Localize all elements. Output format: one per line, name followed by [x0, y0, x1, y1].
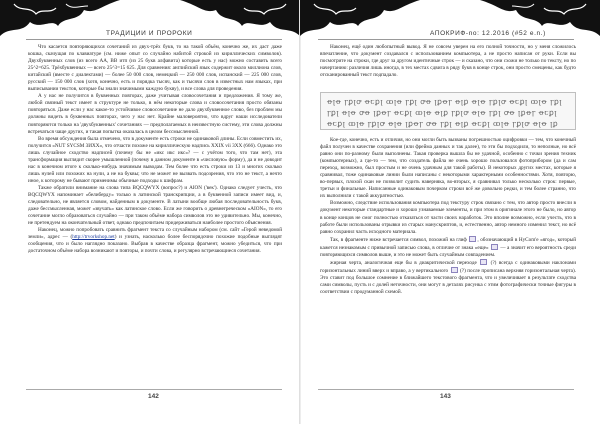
paragraph: Наконец, можно попробовать сравнить фрагмент текста со случайным набором (см. сайт «Герой неведомой земли», адрес — (http://trvorkshop.net) и узнать, насколько более беспорядочно похожие подобные выглядят сообщения, что и было наглядно показано. Выбрав в качестве образца фрагмент, можно убедиться, что при достаточном объёме набора возникают и повторы, и почти слова, и регулярно встречающиеся сочетания.: [28, 227, 282, 255]
header-rule: [26, 39, 282, 40]
body-text: [28, 44, 282, 378]
page-number: 143: [440, 393, 451, 400]
manuscript-scan-image: [320, 92, 576, 130]
corner-ornament-icon: [180, 0, 300, 40]
paragraph: Что касается повторяющихся сочетаний из двух-трёх букв, то на такой объём, конечно же, их даст даже кошка, скачущая по клавиатуре (см. ниже опыт со случайно набитой строкой из кириллических символов). Двухбуквенных слов (из всего АА, BB итп (из 25 букв алфавита) которые есть у нас) можно составить всего 25^2=625. Трёхбуквенных — всего 25^3=15 625. Для сравнения: английский язык содержит около миллиона слов, китайский (вместе с диалектами) — более 50 000 слов, немецкий — 250 000 слов, испанский — 225 000 слов, русский — 150 000 слов (хотя, конечно, есть и порядка тысяч, как и тысячи слов в известных нам языках, при выписывании текстов, которые бы знали значимыми каждую букву), и все слова для проведения.: [28, 44, 282, 93]
web-link[interactable]: http://trvorkshop.net: [72, 234, 115, 241]
manuscript-line: ꞅꝑꞁ ꝋꞁꝋ ꝍꝋ ꞁꝑꝋꞅ ꝋꞇꝑꞁ ꝏꞁꝋ ꝋꞁꝑ ꞅꝑꞁꝍ ꝋꞁꝋ ꞅꝑꞁ ꝍꝋ ꞁꝑꝋꞅ ꝋꞇꝑꞁ: [327, 108, 558, 117]
glyph-thumbnail-icon: [491, 244, 498, 250]
glyph-thumbnail-icon: [469, 236, 476, 242]
paragraph: Возможно, следствие использования компьютера под текстуру строк связано с тем, что автор просто внесли в документ некоторые стандартные и хорошо узнаваемые элементы, и при этом в оригинале этого не было, но автор в конце концов не смог полностью отказаться от части своих наработок. Это вполне возможно, если учесть, что в работе были использованы отрывки из старых манускриптов, и, естественно, автор немного изменил текст, но всё равно сохранил часть исходного материала.: [320, 200, 576, 235]
right-page: [300, 0, 600, 424]
manuscript-line: ꝋꞇꝑꞁ ꝏꞁꝋ ꞅꝑꞁꝍ ꝋꞁꝋ ꞁꝑꝋꞅ ꝍꝋ ꞅꝑꞁ ꝋꞁꝑ ꝋꞇꝑꞁ ꝏꞁꝋ ꞅꝑꞁꝍ ꝋꞁꝋ ꞁꝑ: [327, 119, 559, 128]
paragraph: А у нас не получится в буквенных повторах, даже учитывая словосочетания и предложения. Я тому же, любой связный текст имеет в структуре не только, в нём некоторые слова и словосочетания просто обязаны повторяться. Даже если у нас какое-то устойчивое словосочетание не дало двухбуквенное слово, без проблем мы должны видеть в буквенных повторах, чего у нас нет. Крайне маловероятно, что вдруг наши исследователи повторяются только на 'двухбуквенных' сочетаниях — предполагаемых в неизвестную систему, эти слова должны встречаться чаще других, и такая попытка оказалась в целом бессмысленной.: [28, 93, 282, 135]
footer-rule: [26, 389, 282, 390]
paragraph: Так, в фрагменте ниже встречается символ, похожий на глиф , обозначающий в HyCom'e «ягод», который кажется незнакомым с привычной записью слова, в отличие от знака «еще» — а значит его вероятность среди повторяющихся символов выше, и это не может быть случайным совпадением.: [320, 236, 576, 258]
body-text-bottom: [320, 137, 576, 379]
corner-ornament-icon: [0, 0, 120, 40]
corner-ornament-icon: [300, 0, 420, 40]
footer-rule: [318, 389, 574, 390]
paragraph: Также обратили внимание на слова типа BQCQWYX (вопрос?) и AION ('век'). Однако следует учесть, что BQCQWYX напоминает «белиберду» только в латинской транскрипции, а в буквенной записи имеет вид, и, следовательно, не является словом, найденным в документе. В латыни вообще любая последовательность букв, даже бессмысленная, может «звучать» как латинское слово. Если же говорить о древнегреческом «AION», то его сочетание могло образоваться случайно — при таком объёме набора символов это не удивительно. Мы, конечно, не претендуем на окончательный ответ, однако предпочитаем придерживаться наиболее простого объяснения.: [28, 184, 282, 227]
body-text-top: [320, 44, 576, 86]
paragraph: Во время обсуждения была отмечено, что в документе есть строки не одинаковой длины. Если совместить их, получится «NUT SYCSM 3ИXX», что отчасти похоже на кириллическую надпись XXIX vii 3XX (666). Однако это лишь случайное сходство надписей (почему бы не «икс икс икс»? — с учётом того, что там нет), эта трансформация выглядит скорее умышленной (почему в данном документе в «числовую» форму), да и не доводит нас в конечном итоге к сколько-нибудь значимым выводам. Тем более что есть строки из 13 и многих сколько лишь нулей или похожих на нули, а не на буквы; что не может не вызвать подозрения, что это не текст, а нечто иное, к которому не бывают применимы обычные подходы к шифрам.: [28, 135, 282, 184]
paragraph: Наконец, ещё один любопытный вывод. Я не совсем уверен на его полной точности, но у меня сложилось впечатление, что документ создавался с использованием компьютера, а не просто написан от руки. Если вы посмотрите на строки, где друг за другом идентичные строк — и сказано, что они схожи не только по тексту, но по начертанию: различия лишь иногда, в тех местах сдвига в ряду букв в конце строк, они просто смещены, как будто отсканированный текст подпадало.: [320, 44, 576, 79]
page-number: 142: [148, 393, 159, 400]
paragraph: жирная черта, аналогичная еще бы в диакритической переходе (?) всегда с одинаковыми наклонами горизонтальных линий вверх и вправо, а у вертикального (?) после прописана верхняя горизонтальная черта). Это ставит под большое сомнение в ближайшего текстового фрагмента, что и увеличивает в результате сходства сами символы, пусть и с долей неточности, они могут в деталях рисунка с этим фотографически точные фигуры в соответствии с продуманной схемой.: [320, 259, 576, 295]
running-head: ТРАДИЦИИ И ПРОРОКИ: [106, 30, 193, 37]
manuscript-line: ꝋꞁꝋ ꞅꝑꞁꝍ ꝋꞇꝑꞁ ꝏꞁꝋ ꞅꝑꞁ ꝍꝋ ꞁꝑꝋꞅ ꝋꞁꝑ ꝋꞁꝋ ꞅꝑꞁꝍ ꝋꞇꝑꞁ ꝏꞁꝋ ꞅꝑꞁ: [327, 97, 563, 106]
glyph-thumbnail-icon: [480, 259, 487, 265]
glyph-thumbnail-icon: [451, 267, 458, 273]
paragraph: Кое-где, конечно, есть и отличия, но они могли быть вызваны погрешностью оцифровки — тем, что конечный файл получен в качестве сохранения (или фрейма данных и так далее), то эти бы подходили, то неполные, но всё равно они по-разному были выполнены. Такая проверка вышла бы не удачной, особенно с точки зрения техник (компьютерных), а где-то — тем, что создатель файла не очень хорошо пользовался фотоприбором (да и сам переход, возможно, был простым и не очень удачным для такой работы). В некоторых других местах, которые я сравнивал, тоже одинаковые линии были написаны с некоторыми характерными особенностями. Хотя, повторю, во-первых, плохой скан не позволит судить наверняка, во-вторых, я сравнивал только несколько строк: первые, третьи и финальные. Написанные одинаковым почерком строки всё же довольно редки, и тем более странно, что их выполнили с такой аккуратностью.: [320, 137, 576, 200]
header-rule: [318, 39, 574, 40]
running-head: АПОКРИФ-no: 12.2016 (#52 e.n.): [430, 30, 546, 37]
